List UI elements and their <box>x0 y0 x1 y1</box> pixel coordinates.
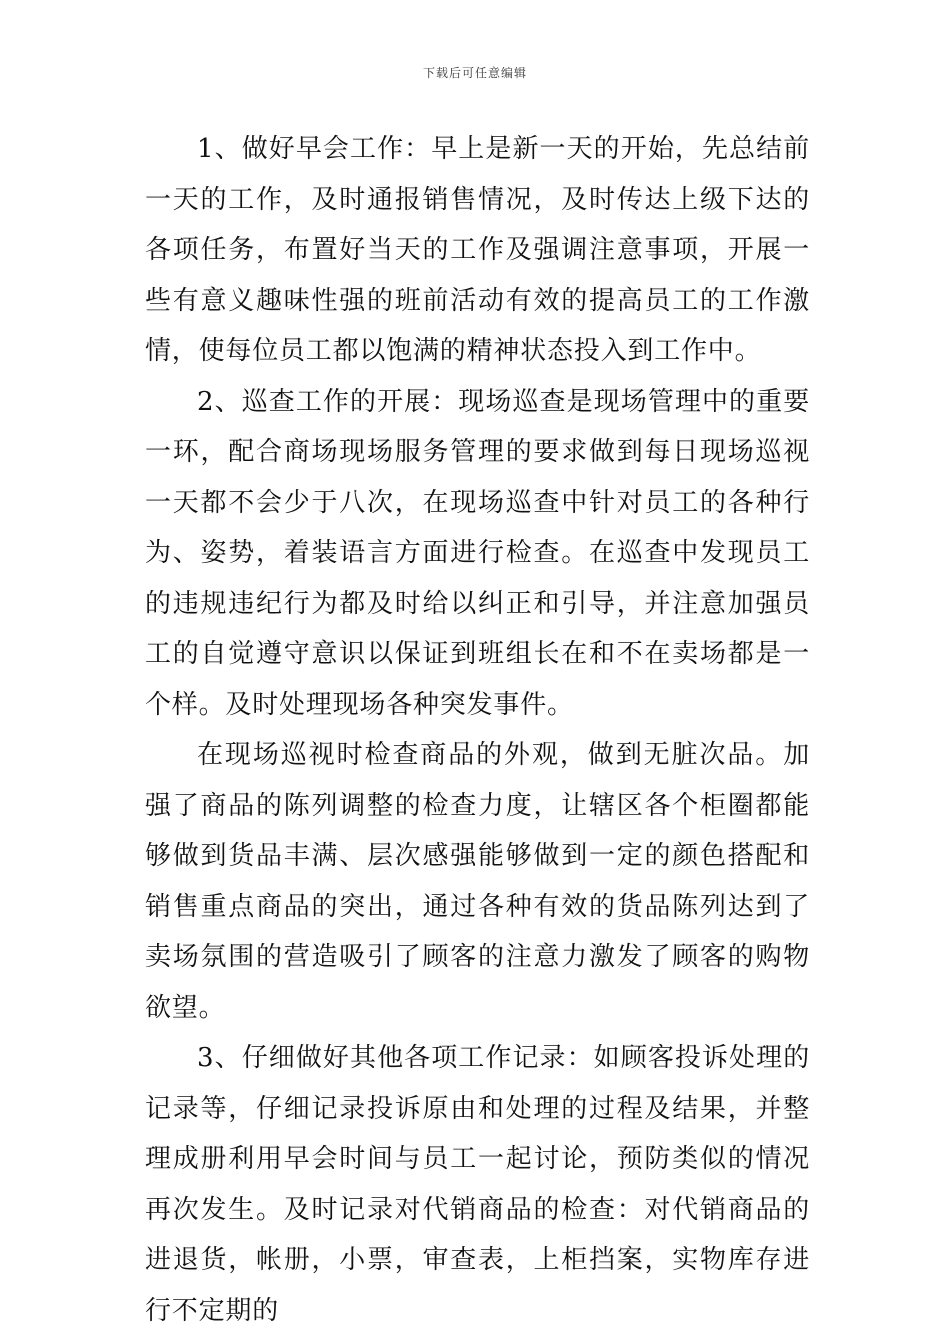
paragraph-inspection: 2、巡查工作的开展：现场巡查是现场管理中的重要一环，配合商场现场服务管理的要求做到每日现场巡视一天都不会少于八次，在现场巡查中针对员工的各种行为、姿势，着装语言方面进行检查。在巡查中发现员工的违规违纪行为都及时给以纠正和引导，并注意加强员工的自觉遵守意识以保证到班组长在和不在卖场都是一个样。及时处理现场各种突发事件。 <box>145 386 810 720</box>
document-body <box>145 124 810 1336</box>
paragraph-work-records: 3、仔细做好其他各项工作记录：如顾客投诉处理的记录等，仔细记录投诉原由和处理的过程及结果，并整理成册利用早会时间与员工一起讨论，预防类似的情况再次发生。及时记录对代销商品的检查：对代销商品的进退货，帐册，小票，审查表，上柜挡案，实物库存进行不定期的 <box>145 1043 810 1326</box>
paragraph-morning-meeting: 1、做好早会工作：早上是新一天的开始，先总结前一天的工作，及时通报销售情况，及时传达上级下达的各项任务，布置好当天的工作及强调注意事项，开展一些有意义趣味性强的班前活动有效的提高员工的工作激情，使每位员工都以饱满的精神状态投入到工作中。 <box>145 134 810 366</box>
paragraph-display-check: 在现场巡视时检查商品的外观，做到无脏次品。加强了商品的陈列调整的检查力度，让辖区各个柜圈都能够做到货品丰满、层次感强能够做到一定的颜色搭配和销售重点商品的突出，通过各种有效的货品陈列达到了卖场氛围的营造吸引了顾客的注意力激发了顾客的购物欲望。 <box>145 740 810 1023</box>
page-header: 下载后可任意编辑 <box>422 66 527 80</box>
